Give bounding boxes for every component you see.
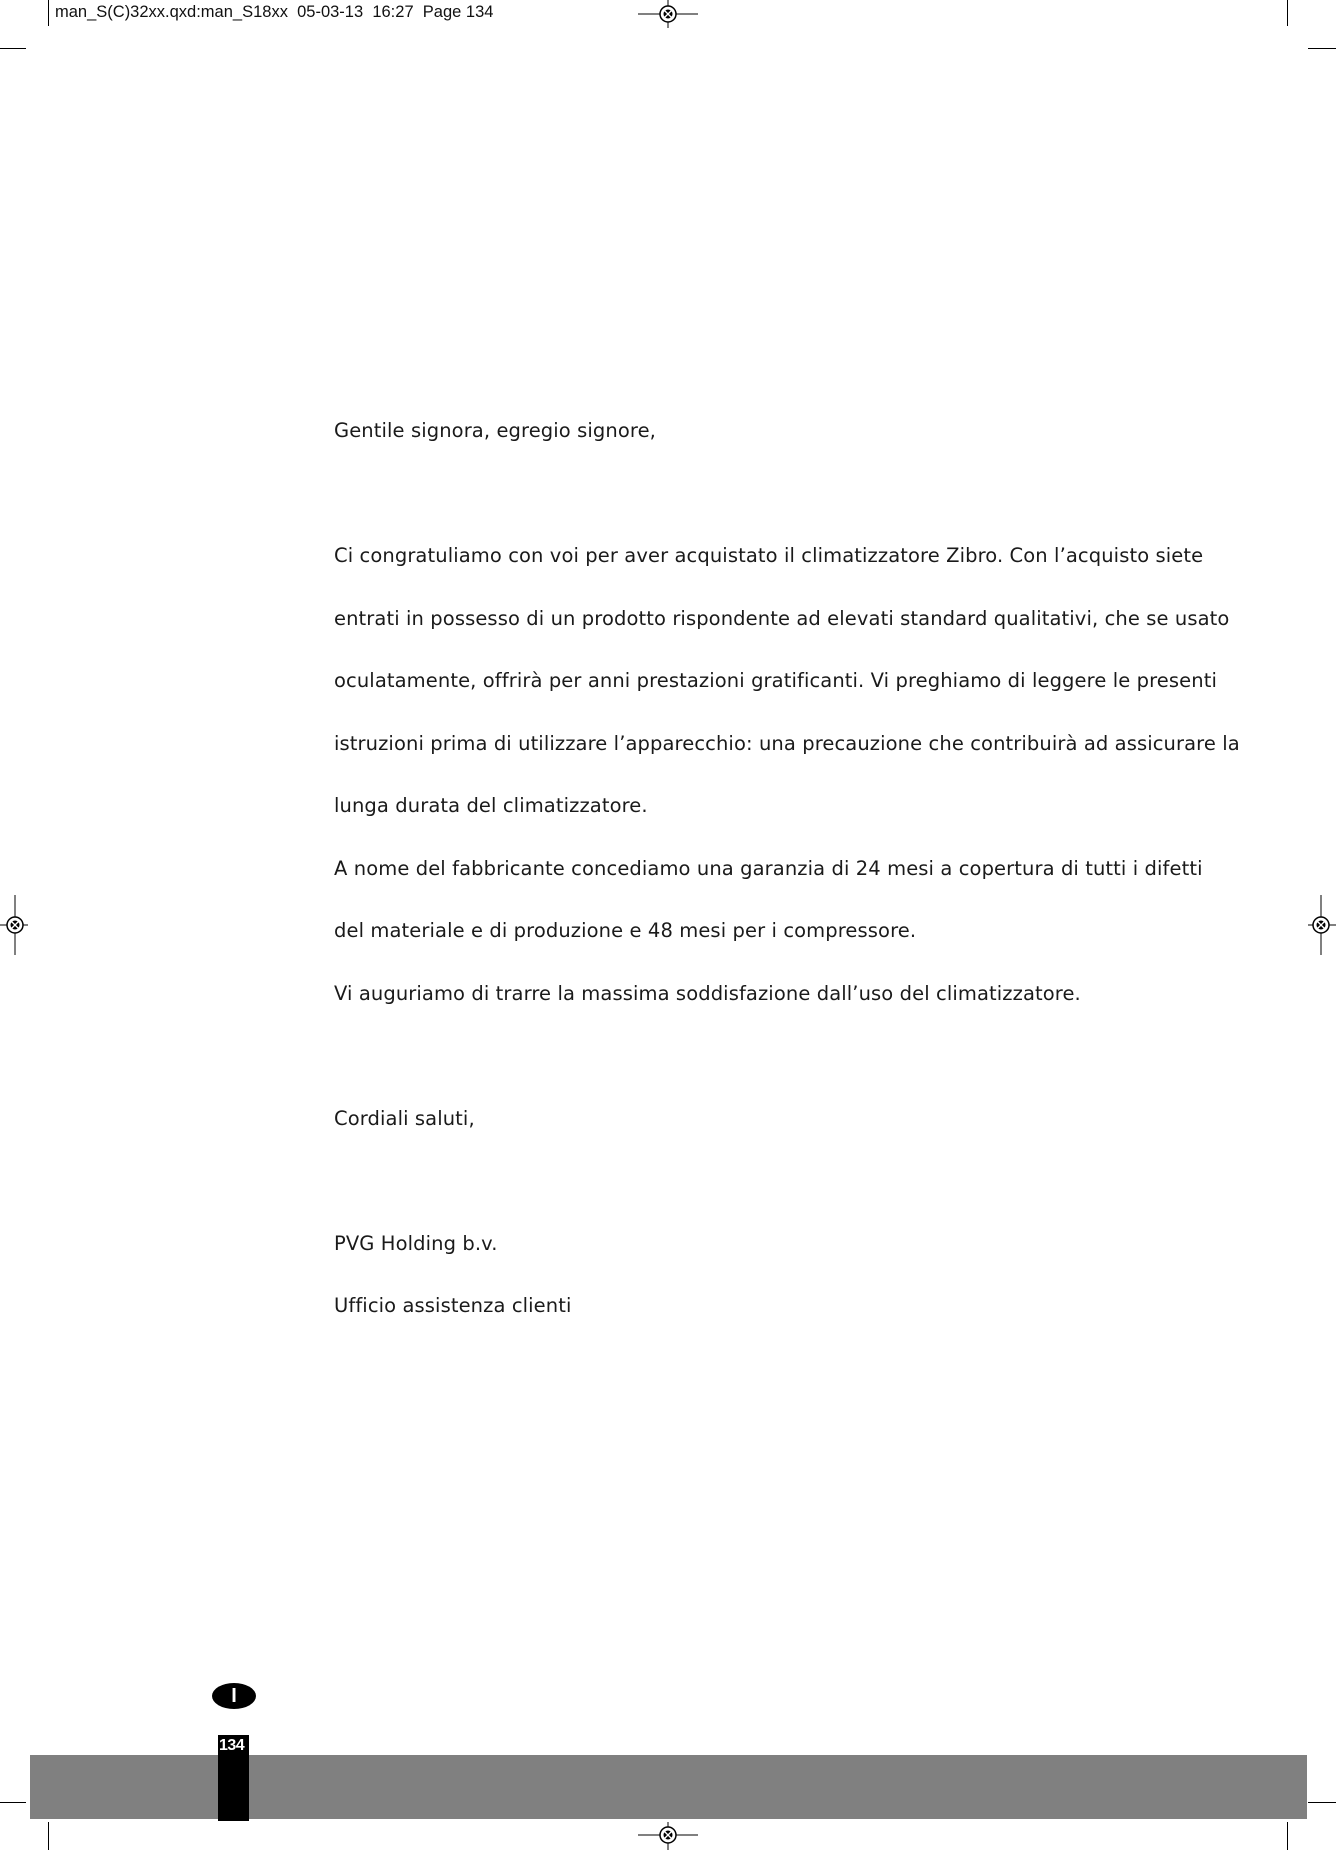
body-line: entrati in possesso di un prodotto rispondente ad elevati standard qualitativi, che se usato: [334, 606, 1230, 630]
registration-mark-top-icon: [638, 0, 698, 30]
body-line: A nome del fabbricante concediamo una garanzia di 24 mesi a copertura di tutti i difetti: [334, 856, 1203, 880]
print-slug: man_S(C)32xx.qxd:man_S18xx 05-03-13 16:27 Page 134: [55, 3, 494, 21]
body-line: Vi auguriamo di trarre la massima soddisfazione dall’uso del climatizzatore.: [334, 981, 1081, 1005]
crop-mark-bottom-right-h: [1308, 1802, 1336, 1803]
letter: [334, 400, 1240, 1338]
crop-mark-bottom-left-v: [48, 1822, 49, 1850]
spacer: [334, 1150, 1234, 1213]
registration-mark-bottom-icon: [638, 1820, 698, 1850]
crop-mark-bottom-left-h: [0, 1802, 26, 1803]
registration-mark-left-icon: [0, 895, 30, 955]
crop-mark-bottom-right-v: [1287, 1822, 1288, 1850]
crop-mark-top-left-v: [48, 0, 49, 26]
closing: Cordiali saluti,: [334, 1106, 475, 1130]
spacer: [334, 463, 1234, 526]
language-badge: I: [212, 1683, 256, 1709]
body-line: del materiale e di produzione e 48 mesi per i compressore.: [334, 919, 917, 942]
body-line: istruzioni prima di utilizzare l’apparecchio: una precauzione che contribuirà ad assicurare la: [334, 731, 1240, 755]
body-line: oculatamente, offrirà per anni prestazioni gratificanti. Vi preghiamo di leggere le presenti: [334, 669, 1217, 692]
body-line: lunga durata del climatizzatore.: [334, 794, 648, 817]
greeting: Gentile signora, egregio signore,: [334, 419, 656, 442]
signature-company: PVG Holding b.v.: [334, 1231, 498, 1255]
crop-mark-top-left-h: [0, 48, 26, 49]
crop-mark-top-right-h: [1308, 48, 1336, 49]
page-number: 134: [219, 1737, 245, 1754]
body-line: Ci congratuliamo con voi per aver acquistato il climatizzatore Zibro. Con l’acquisto siete: [334, 544, 1204, 567]
crop-mark-top-right-v: [1287, 0, 1288, 26]
registration-mark-right-icon: [1306, 895, 1336, 955]
spacer: [334, 1025, 1234, 1088]
signature-department: Ufficio assistenza clienti: [334, 1294, 572, 1317]
